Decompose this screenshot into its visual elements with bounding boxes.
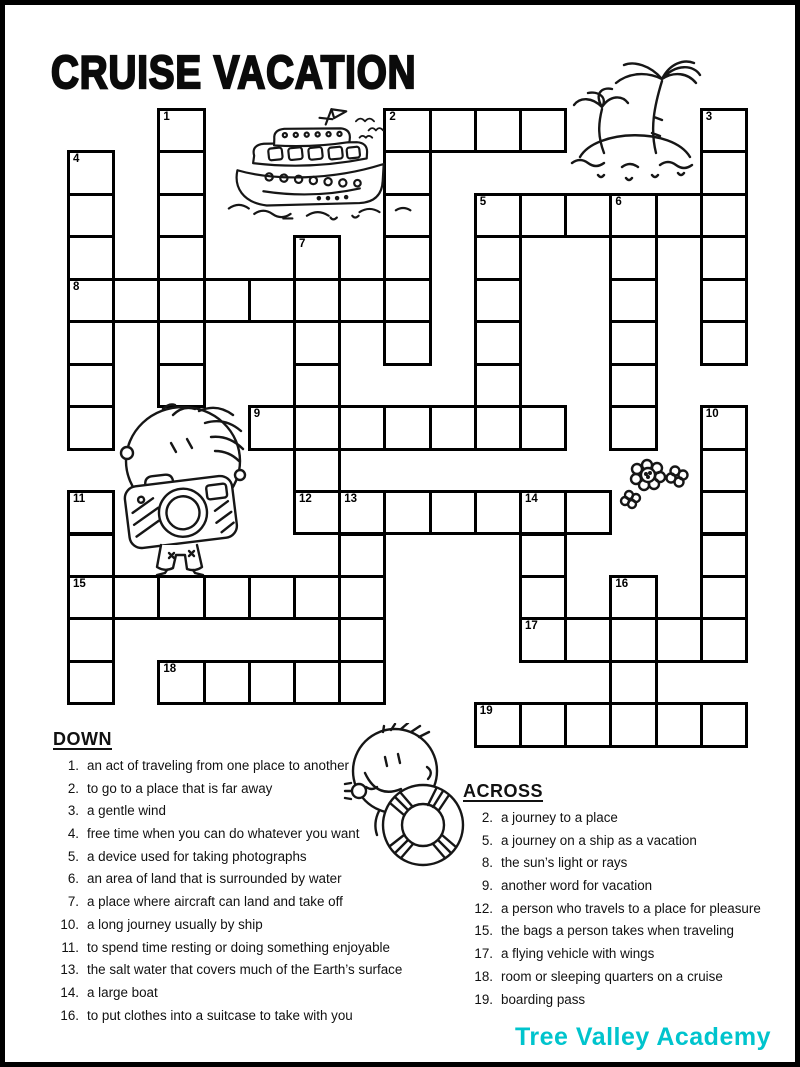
clue-item: 5. a journey on a ship as a vacation	[481, 832, 697, 848]
grid-cell[interactable]	[67, 617, 115, 662]
grid-cell[interactable]	[564, 490, 612, 535]
grid-cell[interactable]	[67, 150, 115, 195]
clue-item: 17. a flying vehicle with wings	[474, 946, 655, 962]
cell-number: 3	[705, 111, 713, 123]
grid-cell[interactable]	[293, 575, 341, 620]
grid-cell[interactable]	[519, 490, 567, 535]
clue-item: 7. a place where aircraft can land and take off	[67, 894, 343, 910]
grid-cell[interactable]	[474, 235, 522, 280]
clue-item: 16. to put clothes into a suitcase to take with you	[60, 1007, 353, 1023]
grid-cell[interactable]	[429, 490, 477, 535]
grid-cell[interactable]	[700, 575, 748, 620]
grid-cell[interactable]	[429, 405, 477, 450]
across-clues-section	[463, 781, 800, 1015]
cell-number: 19	[479, 705, 493, 718]
palm-island-illustration	[568, 57, 703, 187]
grid-cell[interactable]	[655, 193, 703, 238]
grid-cell[interactable]	[700, 108, 748, 153]
clue-list-across	[463, 811, 800, 1007]
down-clues-section	[53, 729, 455, 1031]
grid-cell[interactable]	[609, 193, 657, 238]
cell-number: 10	[705, 408, 719, 421]
grid-cell[interactable]	[248, 278, 296, 323]
grid-cell[interactable]	[564, 193, 612, 238]
brand: Tree Valley Academy	[515, 1023, 771, 1051]
grid-cell[interactable]	[338, 405, 386, 450]
grid-cell[interactable]	[67, 320, 115, 365]
clue-item: 10. a long journey usually by ship	[60, 916, 263, 932]
grid-cell[interactable]	[112, 278, 160, 323]
grid-cell[interactable]	[700, 448, 748, 493]
grid-cell[interactable]	[157, 363, 205, 408]
grid-cell[interactable]	[67, 278, 115, 323]
cell-number: 18	[163, 662, 177, 675]
grid-cell[interactable]	[338, 575, 386, 620]
grid-cell[interactable]	[157, 150, 205, 195]
cell-number: 13	[344, 493, 357, 506]
grid-cell[interactable]	[157, 320, 205, 365]
grid-cell[interactable]	[609, 702, 657, 747]
clue-item: 8. the sun’s light or rays	[481, 855, 628, 871]
grid-cell[interactable]	[519, 617, 567, 662]
clue-item: 11. to spend time resting or doing something enjoyable	[61, 939, 390, 955]
flowers-illustration	[617, 453, 692, 511]
grid-cell[interactable]	[293, 405, 341, 450]
clue-item: 13. the salt water that covers much of the Earth’s surface	[60, 962, 403, 978]
grid-cell[interactable]	[383, 405, 431, 450]
grid-cell[interactable]	[383, 278, 431, 323]
grid-cell[interactable]	[338, 617, 386, 662]
clue-item: 3. a gentle wind	[67, 803, 166, 819]
clue-item: 2. a journey to a place	[481, 810, 618, 825]
clue-item: 15. the bags a person takes when traveling	[474, 923, 734, 939]
grid-cell[interactable]	[203, 278, 251, 323]
grid-cell[interactable]	[700, 320, 748, 365]
clue-item: 14. a large boat	[60, 984, 158, 1000]
grid-cell[interactable]	[157, 108, 205, 153]
clue-item: 19. boarding pass	[474, 991, 586, 1007]
clue-item: 9. another word for vacation	[481, 878, 653, 894]
clue-list-down	[53, 759, 455, 1023]
cell-number: 7	[299, 238, 306, 251]
clue-item: 18. room or sleeping quarters on a cruise	[474, 968, 723, 984]
cell-number: 17	[525, 620, 538, 633]
cell-number: 2	[389, 111, 396, 123]
cell-number: 5	[479, 195, 487, 208]
down-heading: DOWN	[53, 729, 112, 749]
grid-cell[interactable]	[338, 533, 386, 578]
grid-cell[interactable]	[293, 660, 341, 705]
grid-cell[interactable]	[338, 278, 386, 323]
grid-cell[interactable]	[383, 235, 431, 280]
grid-cell[interactable]	[157, 193, 205, 238]
grid-cell[interactable]	[67, 235, 115, 280]
grid-cell[interactable]	[474, 363, 522, 408]
cell-number: 11	[73, 493, 86, 506]
grid-cell[interactable]	[248, 575, 296, 620]
grid-cell[interactable]	[474, 405, 522, 450]
grid-cell[interactable]	[293, 235, 341, 280]
grid-cell[interactable]	[609, 575, 657, 620]
grid-cell[interactable]	[383, 320, 431, 365]
cell-number: 8	[73, 280, 80, 293]
grid-cell[interactable]	[293, 278, 341, 323]
grid-cell[interactable]	[67, 660, 115, 705]
kid-with-camera-illustration	[103, 403, 255, 575]
grid-cell[interactable]	[293, 320, 341, 365]
cell-number: 9	[253, 408, 261, 421]
grid-cell[interactable]	[157, 575, 205, 620]
cell-number: 15	[73, 577, 86, 590]
grid-cell[interactable]	[609, 278, 657, 323]
clue-item: 5. a device used for taking photographs	[67, 848, 307, 864]
grid-cell[interactable]	[655, 702, 703, 747]
grid-cell[interactable]	[248, 660, 296, 705]
grid-cell[interactable]	[474, 702, 522, 747]
grid-cell[interactable]	[67, 575, 115, 620]
grid-cell[interactable]	[700, 405, 748, 450]
cell-number: 14	[525, 493, 538, 506]
grid-cell[interactable]	[112, 575, 160, 620]
grid-cell[interactable]	[338, 490, 386, 535]
cruise-ship-illustration	[213, 105, 438, 223]
clue-item: 1. an act of traveling from one place to another	[67, 758, 350, 773]
grid-cell[interactable]	[519, 702, 567, 747]
grid-cell[interactable]	[519, 405, 567, 450]
grid-cell[interactable]	[700, 617, 748, 662]
clue-item: 4. free time when you can do whatever you want	[67, 826, 360, 842]
grid-cell[interactable]	[655, 617, 703, 662]
grid-cell[interactable]	[609, 660, 657, 705]
grid-cell[interactable]	[293, 490, 341, 535]
grid-cell[interactable]	[203, 575, 251, 620]
across-heading: ACROSS	[463, 781, 544, 801]
grid-cell[interactable]	[519, 193, 567, 238]
grid-cell[interactable]	[519, 575, 567, 620]
grid-cell[interactable]	[564, 702, 612, 747]
grid-cell[interactable]	[474, 320, 522, 365]
grid-cell[interactable]	[609, 363, 657, 408]
grid-cell[interactable]	[700, 150, 748, 195]
cell-number: 16	[615, 577, 629, 590]
grid-cell[interactable]	[609, 617, 657, 662]
cell-number: 6	[615, 195, 622, 208]
clue-item: 2. to go to a place that is far away	[67, 780, 273, 796]
grid-cell[interactable]	[338, 660, 386, 705]
grid-cell[interactable]	[564, 617, 612, 662]
grid-cell[interactable]	[700, 490, 748, 535]
grid-cell[interactable]	[293, 448, 341, 493]
cell-number: 4	[73, 153, 80, 166]
seagulls-icon	[356, 119, 383, 138]
grid-cell[interactable]	[609, 320, 657, 365]
grid-cell[interactable]	[609, 405, 657, 450]
grid-cell[interactable]	[248, 405, 296, 450]
grid-cell[interactable]	[519, 108, 567, 153]
cell-number: 12	[299, 493, 312, 506]
grid-cell[interactable]	[474, 490, 522, 535]
clue-item: 12. a person who travels to a place for pleasure	[474, 900, 761, 916]
grid-cell[interactable]	[474, 108, 522, 153]
grid-cell[interactable]	[157, 235, 205, 280]
grid-cell[interactable]	[474, 193, 522, 238]
grid-cell[interactable]	[383, 490, 431, 535]
grid-cell[interactable]	[157, 660, 205, 705]
grid-cell[interactable]	[700, 235, 748, 280]
grid-cell[interactable]	[700, 533, 748, 578]
grid-cell[interactable]	[474, 278, 522, 323]
clue-item: 6. an area of land that is surrounded by water	[67, 871, 342, 887]
grid-cell[interactable]	[609, 235, 657, 280]
grid-cell[interactable]	[293, 363, 341, 408]
grid-cell[interactable]	[519, 533, 567, 578]
page-title: CRUISE VACATION	[51, 46, 417, 98]
grid-cell[interactable]	[700, 278, 748, 323]
grid-cell[interactable]	[700, 702, 748, 747]
grid-cell[interactable]	[203, 660, 251, 705]
grid-cell[interactable]	[67, 363, 115, 408]
grid-cell[interactable]	[700, 193, 748, 238]
grid-cell[interactable]	[67, 193, 115, 238]
grid-cell[interactable]	[157, 278, 205, 323]
cell-number: 1	[163, 111, 170, 123]
